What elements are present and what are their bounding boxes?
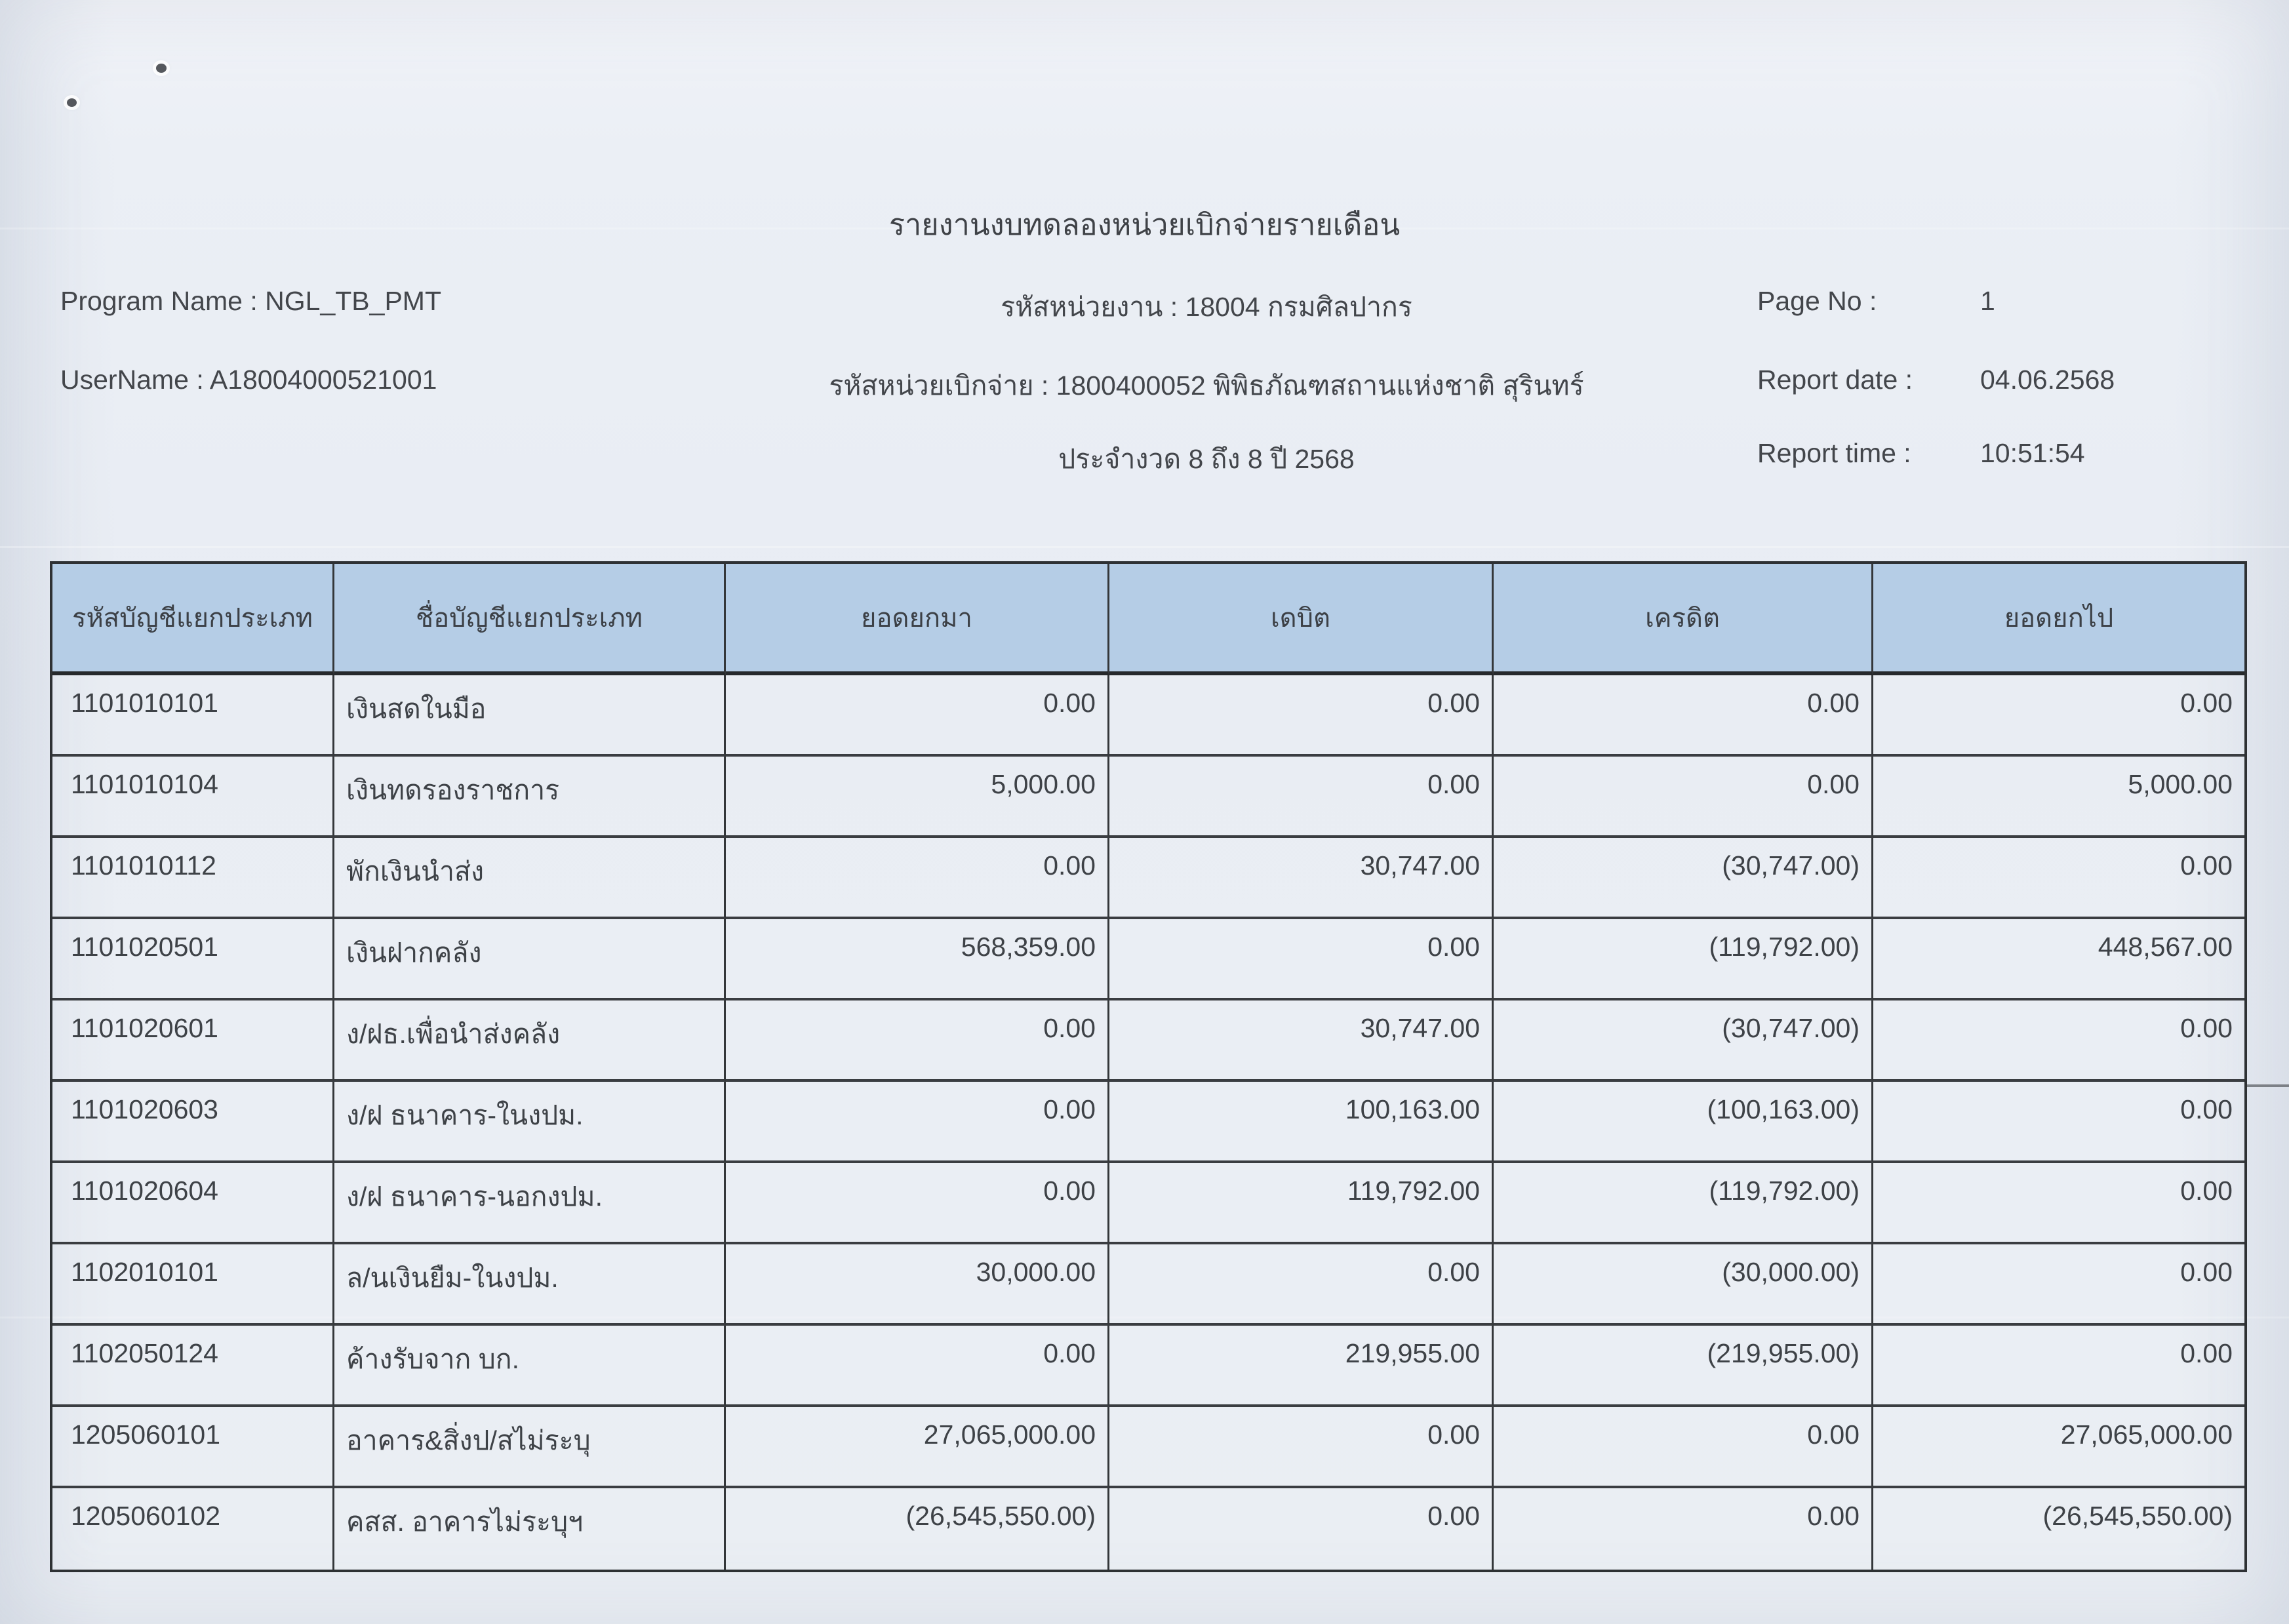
- account-name-cell: พักเงินนำส่ง: [334, 838, 726, 919]
- opening-balance-cell: 568,359.00: [726, 919, 1109, 1000]
- report-time-label: Report time :: [1757, 438, 1911, 468]
- credit-cell: 0.00: [1494, 757, 1873, 838]
- debit-cell: 0.00: [1109, 1244, 1494, 1326]
- closing-balance-cell: 0.00: [1873, 1163, 2244, 1244]
- scan-speck: [156, 64, 167, 73]
- account-name-cell: ง/ฝธ.เพื่อนำส่งคลัง: [334, 1000, 726, 1082]
- page-no: [1757, 286, 2269, 317]
- report-date: [1757, 365, 2269, 395]
- disbursement-unit: รหัสหน่วยเบิกจ่าย : 1800400052 พิพิธภัณฑสถานแห่งชาติ สุรินทร์: [829, 370, 1584, 401]
- debit-cell: 0.00: [1109, 757, 1494, 838]
- account-name-cell: เงินฝากคลัง: [334, 919, 726, 1000]
- col-header-account-code: รหัสบัญชีแยกประเภท: [52, 564, 334, 675]
- credit-cell: 0.00: [1494, 675, 1873, 757]
- account-name-cell: คสส. อาคารไม่ระบุฯ: [334, 1488, 726, 1570]
- account-code-cell: 1205060102: [52, 1488, 334, 1570]
- opening-balance-cell: (26,545,550.00): [726, 1488, 1109, 1570]
- table-row: [52, 757, 2244, 838]
- page-no-label: Page No :: [1757, 286, 1877, 316]
- table-header-row: [52, 564, 2244, 675]
- account-code-cell: 1102010101: [52, 1244, 334, 1326]
- opening-balance-cell: 0.00: [726, 838, 1109, 919]
- account-code-cell: 1101020603: [52, 1082, 334, 1163]
- account-code-cell: 1101020601: [52, 1000, 334, 1082]
- credit-cell: 0.00: [1494, 1407, 1873, 1488]
- table-row: [52, 1326, 2244, 1407]
- col-header-debit: เดบิต: [1109, 564, 1494, 675]
- table-row: [52, 1488, 2244, 1570]
- account-name-cell: ง/ฝ ธนาคาร-นอกงปม.: [334, 1163, 726, 1244]
- credit-cell: (119,792.00): [1494, 1163, 1873, 1244]
- col-header-credit: เครดิต: [1494, 564, 1873, 675]
- debit-cell: 30,747.00: [1109, 1000, 1494, 1082]
- closing-balance-cell: 0.00: [1873, 838, 2244, 919]
- table-row: [52, 1244, 2244, 1326]
- report-date-value: 04.06.2568: [1980, 365, 2115, 395]
- table-row: [52, 1000, 2244, 1082]
- agency-code: รหัสหน่วยงาน : 18004 กรมศิลปากร: [1001, 292, 1412, 322]
- account-name-cell: ค้างรับจาก บก.: [334, 1326, 726, 1407]
- closing-balance-cell: 5,000.00: [1873, 757, 2244, 838]
- scan-streak: [0, 546, 2289, 548]
- table-row: [52, 1082, 2244, 1163]
- debit-cell: 0.00: [1109, 675, 1494, 757]
- report-date-label: Report date :: [1757, 365, 1913, 395]
- table-row: [52, 1163, 2244, 1244]
- closing-balance-cell: (26,545,550.00): [2042, 1501, 2233, 1531]
- account-name-cell: เงินสดในมือ: [334, 675, 726, 757]
- table-row: [52, 838, 2244, 919]
- opening-balance-cell: 0.00: [726, 675, 1109, 757]
- account-code-cell: 1102050124: [52, 1326, 334, 1407]
- closing-balance-cell: 0.00: [1873, 1326, 2244, 1407]
- opening-balance-cell: 0.00: [726, 1326, 1109, 1407]
- account-code-cell: 1101010104: [52, 757, 334, 838]
- table-row: [52, 919, 2244, 1000]
- debit-cell: 219,955.00: [1109, 1326, 1494, 1407]
- scan-speck: [67, 98, 77, 107]
- debit-cell: 0.00: [1109, 1407, 1494, 1488]
- opening-balance-cell: 27,065,000.00: [726, 1407, 1109, 1488]
- page-no-value: 1: [1980, 286, 1995, 316]
- opening-balance-cell: 5,000.00: [726, 757, 1109, 838]
- account-code-cell: 1101010101: [52, 675, 334, 757]
- credit-cell: (30,000.00): [1494, 1244, 1873, 1326]
- debit-cell: 119,792.00: [1109, 1163, 1494, 1244]
- closing-balance-cell: 0.00: [1873, 1082, 2244, 1163]
- credit-cell: (30,747.00): [1494, 838, 1873, 919]
- opening-balance-cell: 0.00: [726, 1082, 1109, 1163]
- table-row: [52, 675, 2244, 757]
- report-period: ประจำงวด 8 ถึง 8 ปี 2568: [1058, 444, 1355, 474]
- report-time: [1757, 438, 2269, 469]
- account-code-cell: 1205060101: [52, 1407, 334, 1488]
- account-name-cell: เงินทดรองราชการ: [334, 757, 726, 838]
- debit-cell: 0.00: [1109, 1488, 1494, 1570]
- debit-cell: 0.00: [1109, 919, 1494, 1000]
- opening-balance-cell: 30,000.00: [726, 1244, 1109, 1326]
- account-code-cell: 1101020604: [52, 1163, 334, 1244]
- account-name-cell: ง/ฝ ธนาคาร-ในงปม.: [334, 1082, 726, 1163]
- credit-cell: (219,955.00): [1494, 1326, 1873, 1407]
- scan-line-artifact: [2247, 1084, 2289, 1087]
- credit-cell: (30,747.00): [1494, 1000, 1873, 1082]
- opening-balance-cell: 0.00: [726, 1000, 1109, 1082]
- col-header-opening-balance: ยอดยกมา: [726, 564, 1109, 675]
- account-name-cell: ล/นเงินยืม-ในงปม.: [334, 1244, 726, 1326]
- username: UserName : A18004000521001: [60, 365, 437, 395]
- report-time-value: 10:51:54: [1980, 438, 2085, 468]
- col-header-closing-balance: ยอดยกไป: [1873, 564, 2244, 675]
- account-name-cell: อาคาร&สิ่งป/สไม่ระบุ: [334, 1407, 726, 1488]
- closing-balance-cell: 0.00: [1873, 1000, 2244, 1082]
- report-title: รายงานงบทดลองหน่วยเบิกจ่ายรายเดือน: [888, 208, 1401, 241]
- trial-balance-table: [50, 561, 2247, 1572]
- credit-cell: 0.00: [1494, 1488, 1873, 1570]
- closing-balance-cell: 0.00: [1873, 675, 2244, 757]
- credit-cell: (119,792.00): [1494, 919, 1873, 1000]
- closing-balance-cell: 0.00: [1873, 1244, 2244, 1326]
- account-code-cell: 1101020501: [52, 919, 334, 1000]
- credit-cell: (100,163.00): [1494, 1082, 1873, 1163]
- debit-cell: 100,163.00: [1109, 1082, 1494, 1163]
- table-row: [52, 1407, 2244, 1488]
- opening-balance-cell: 0.00: [726, 1163, 1109, 1244]
- program-name: Program Name : NGL_TB_PMT: [60, 286, 441, 316]
- closing-balance-cell: 448,567.00: [1873, 919, 2244, 1000]
- account-code-cell: 1101010112: [52, 838, 334, 919]
- col-header-account-name: ชื่อบัญชีแยกประเภท: [334, 564, 726, 675]
- debit-cell: 30,747.00: [1109, 838, 1494, 919]
- closing-balance-cell: 27,065,000.00: [1873, 1407, 2244, 1488]
